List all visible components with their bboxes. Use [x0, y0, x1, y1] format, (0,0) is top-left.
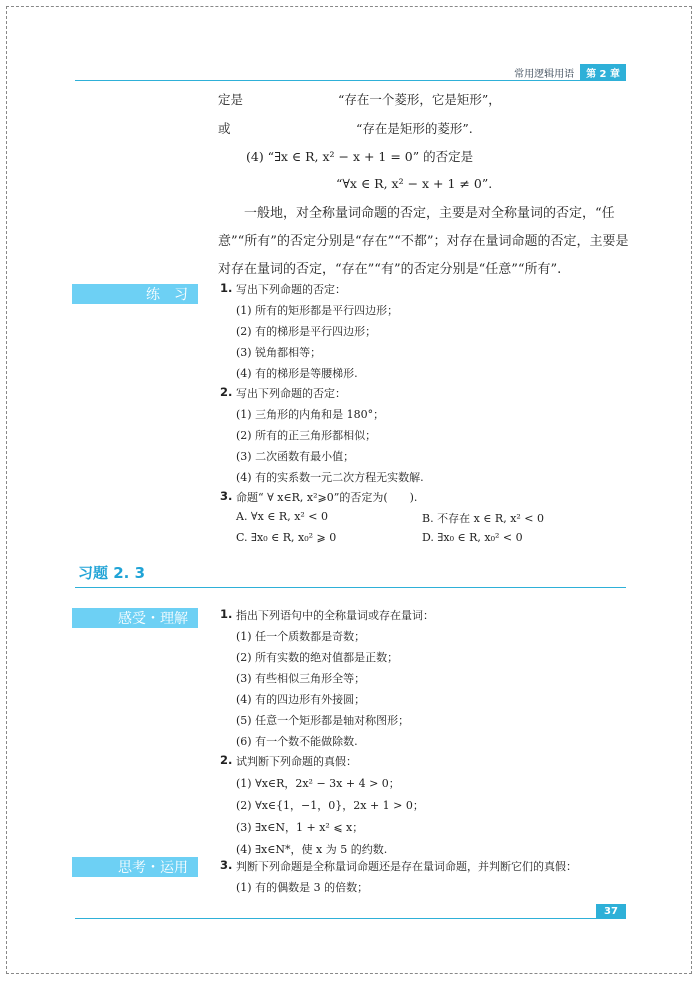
intro-item4-result: “∀x ∈ R, x² − x + 1 ≠ 0”. — [336, 176, 493, 191]
intro-line1-quote: “存在一个菱形，它是矩形”， — [338, 92, 501, 107]
running-header — [508, 64, 626, 80]
exercise-q2-item: (3) ∃x∈N，1 + x² ⩽ x； — [236, 821, 364, 834]
practice-q1-text: 写出下列命题的否定： — [236, 283, 346, 296]
practice-q2-item: (4) 有的实系数一元二次方程无实数解. — [236, 471, 424, 484]
practice-q3-num: 3. — [220, 489, 233, 503]
practice-q3-option: D. ∃x₀ ∈ R, x₀² < 0 — [422, 531, 523, 544]
exercise-q2-text: 试判断下列命题的真假： — [236, 755, 357, 768]
header-rule — [75, 80, 626, 81]
exercise-q3-num: 3. — [220, 858, 233, 872]
exercise-q2-item: (4) ∃x∈N*，使 x 为 5 的约数. — [236, 843, 388, 856]
exercise-q1-text: 指出下列语句中的全称量词或存在量词： — [236, 609, 434, 622]
exercise-q3-item: (1) 有的偶数是 3 的倍数； — [236, 881, 369, 894]
intro-item4: (4) “∃x ∈ R, x² − x + 1 = 0” 的否定是 — [246, 149, 474, 164]
practice-label: 练 习 — [72, 284, 198, 304]
page-number: 37 — [596, 904, 626, 919]
practice-q1-item: (3) 锐角都相等； — [236, 346, 322, 359]
practice-q1-item: (2) 有的梯形是平行四边形； — [236, 325, 377, 338]
intro-line1-prefix: 定是 — [218, 92, 244, 107]
practice-q3-text: 命题“ ∀ x∈R, x²⩾0”的否定为( ). — [236, 491, 418, 504]
exercise-q1-item: (6) 有一个数不能做除数. — [236, 735, 358, 748]
practice-q3-option: A. ∀x ∈ R, x² < 0 — [236, 510, 329, 523]
exercise-q1-item: (2) 所有实数的绝对值都是正数； — [236, 651, 399, 664]
exercise-q2-item: (1) ∀x∈R，2x² − 3x + 4 > 0； — [236, 777, 400, 790]
practice-q3-option: B. 不存在 x ∈ R, x² < 0 — [422, 512, 545, 525]
exercise-q2-num: 2. — [220, 753, 233, 767]
chapter-number-badge: 第 2 章 — [580, 64, 626, 80]
exercise-q2-item: (2) ∀x∈{1，−1，0}，2x + 1 > 0； — [236, 799, 424, 812]
practice-q3-option: C. ∃x₀ ∈ R, x₀² ⩾ 0 — [236, 531, 337, 544]
exercise-q1-item: (4) 有的四边形有外接圆； — [236, 693, 366, 706]
intro-line2-prefix: 或 — [218, 121, 231, 136]
practice-q1-item: (4) 有的梯形是等腰梯形. — [236, 367, 358, 380]
practice-q2-item: (2) 所有的正三角形都相似； — [236, 429, 377, 442]
practice-q1-num: 1. — [220, 281, 233, 295]
exercise-label-apply: 思考・运用 — [72, 857, 198, 877]
practice-q1-item: (1) 所有的矩形都是平行四边形； — [236, 304, 399, 317]
footer-rule — [75, 918, 626, 919]
exercise-label-understand: 感受・理解 — [72, 608, 198, 628]
exercise-q1-item: (3) 有些相似三角形全等； — [236, 672, 366, 685]
practice-q2-item: (1) 三角形的内角和是 180°； — [236, 408, 385, 421]
practice-q2-text: 写出下列命题的否定： — [236, 387, 346, 400]
practice-q2-item: (3) 二次函数有最小值； — [236, 450, 355, 463]
section-title: 习题 2. 3 — [78, 564, 146, 582]
intro-line2-quote: “存在是矩形的菱形”. — [356, 121, 473, 136]
chapter-title: 常用逻辑用语 — [514, 68, 575, 80]
section-rule — [75, 587, 626, 588]
exercise-q3-text: 判断下列命题是全称量词命题还是存在量词命题，并判断它们的真假： — [236, 860, 577, 873]
exercise-q1-item: (1) 任一个质数都是奇数； — [236, 630, 366, 643]
intro-paragraph: 一般地，对全称量词命题的否定，主要是对全称量词的否定，“任意”“所有”的否定分别是“存在”“不都”；对存在量词命题的否定，主要是对存在量词的否定，“存在”“有”的否定分别是“任意”“所有”. — [218, 206, 629, 277]
exercise-q1-item: (5) 任意一个矩形都是轴对称图形； — [236, 714, 410, 727]
exercise-q1-num: 1. — [220, 607, 233, 621]
practice-q2-num: 2. — [220, 385, 233, 399]
